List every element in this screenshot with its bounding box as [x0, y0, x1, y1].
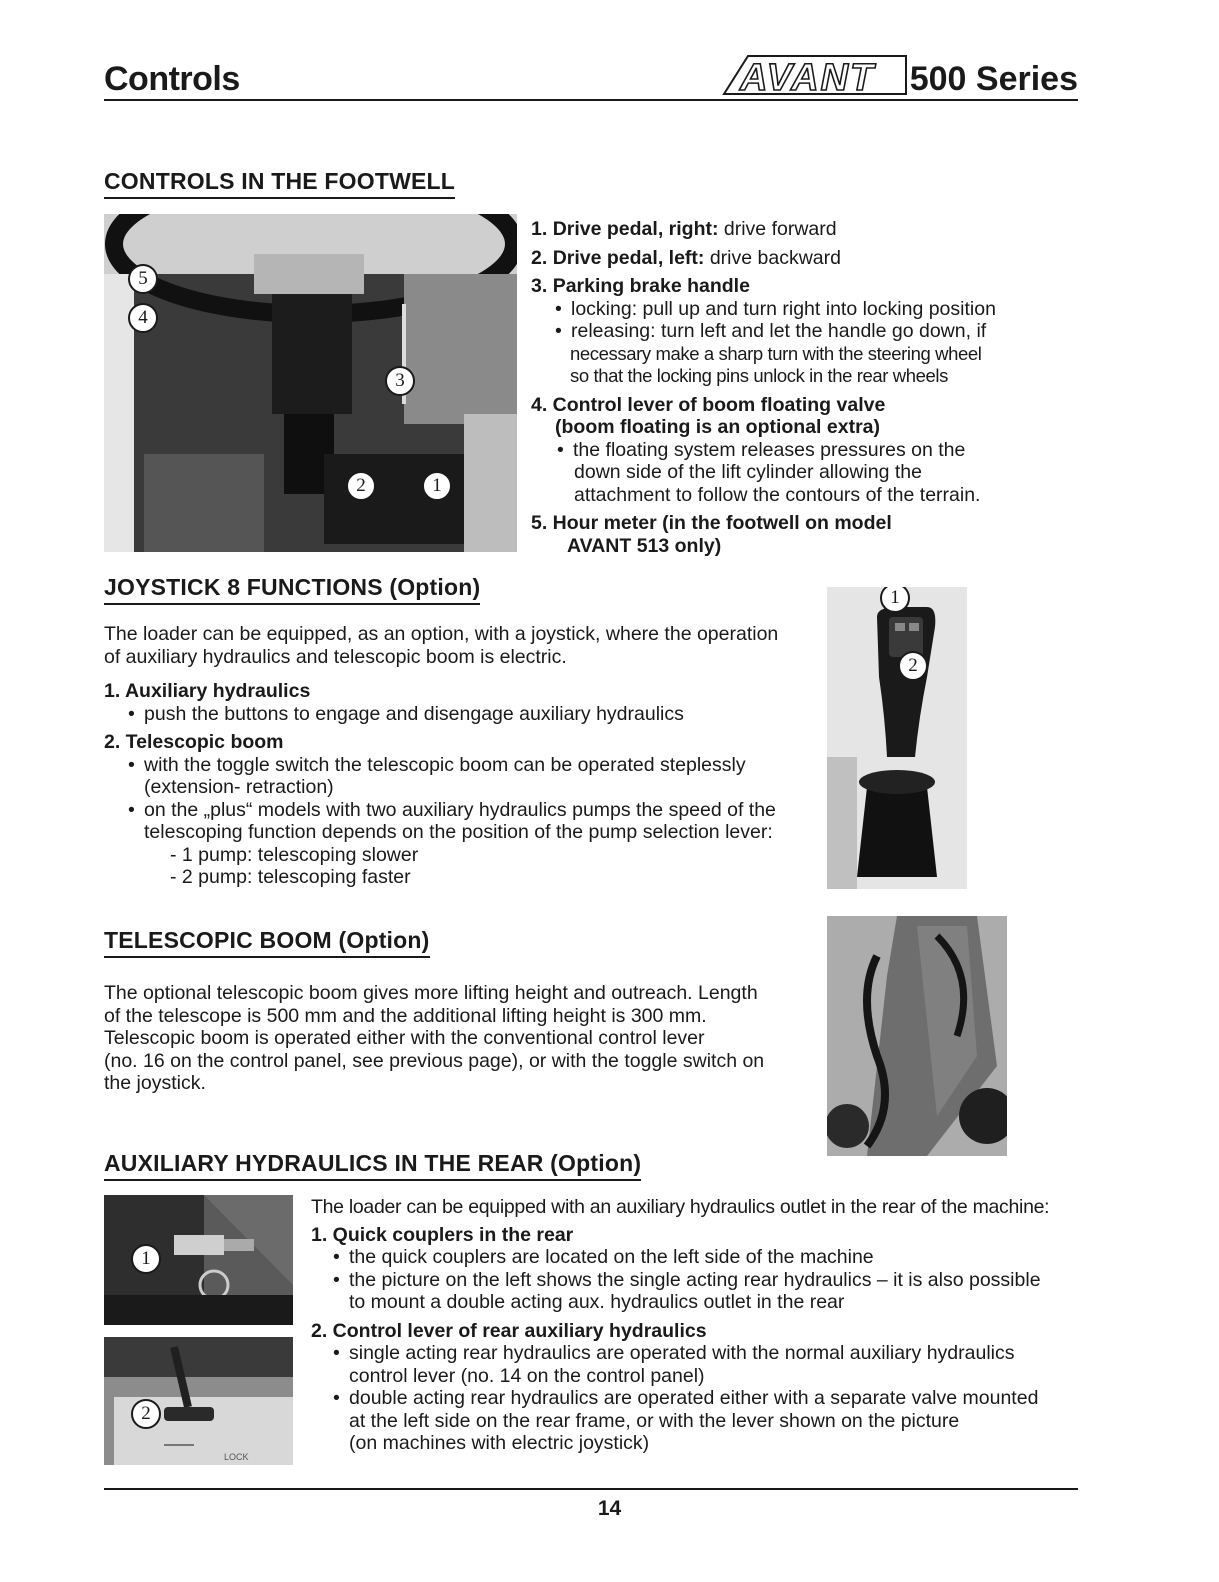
- joystick-item-2-bullet-1: • with the toggle switch the telescopic boom can be operated steplessly: [128, 754, 814, 777]
- rear-lever-photo: [104, 1337, 293, 1465]
- joystick-marker-2: 2: [898, 651, 928, 681]
- telescopic-line-1: The optional telescopic boom gives more lifting height and outreach. Length: [104, 982, 758, 1004]
- rear-item-1-title: 1. Quick couplers in the rear: [311, 1223, 574, 1246]
- footwell-item-4-title: 4. Control lever of boom floating valve: [531, 393, 886, 416]
- rear-item-2-bullet-1: • single acting rear hydraulics are operated with the normal auxiliary hydraulics: [333, 1342, 1091, 1365]
- brake-cont-2: so that the locking pins unlock in the rear wheels: [570, 365, 948, 386]
- rear-intro: The loader can be equipped with an auxiliary hydraulics outlet in the rear of the machine:: [311, 1196, 1050, 1218]
- footwell-item-4-subtitle: (boom floating is an optional extra): [555, 416, 881, 438]
- brake-bullet-1: • locking: pull up and turn right into locking position: [555, 298, 1011, 321]
- brake-bullet-2: • releasing: turn left and let the handle go down, if: [555, 320, 1011, 343]
- footwell-item-5-title: 5. Hour meter (in the footwell on model: [531, 512, 892, 534]
- telescopic-text: [104, 982, 814, 1095]
- item-title: Parking brake handle: [552, 275, 750, 297]
- rear-item-1-bullet-2: • the picture on the left shows the single acting rear hydraulics – it is also possible: [333, 1269, 1091, 1292]
- rear-lever-illustration: [104, 1337, 293, 1465]
- footwell-photo: [104, 214, 517, 552]
- footwell-item-1: [531, 218, 1011, 241]
- telescopic-line-4: (no. 16 on the control panel, see previous page), or with the toggle switch on: [104, 1049, 765, 1072]
- avant-logo-text: AVANT: [740, 57, 876, 96]
- footwell-item-3: [531, 275, 1011, 298]
- item-text: drive forward: [718, 218, 837, 240]
- footwell-heading: CONTROLS IN THE FOOTWELL: [104, 168, 455, 199]
- joystick-item-2-bullet-2-cont: telescoping function depends on the position of the pump selection lever:: [144, 821, 773, 843]
- telescopic-line-2: of the telescope is 500 mm and the additional lifting height is 300 mm.: [104, 1004, 707, 1027]
- joystick-item-2-bullet-1-cont: (extension- retraction): [144, 776, 334, 798]
- footer-rule: [104, 1488, 1078, 1490]
- joystick-item-1-bullet: • push the buttons to engage and disengage auxiliary hydraulics: [128, 703, 814, 726]
- item-num: 2.: [531, 246, 548, 269]
- rear-item-1-bullet-2-cont: to mount a double acting aux. hydraulics outlet in the rear: [349, 1291, 845, 1313]
- marker-1: 1: [422, 471, 452, 501]
- footwell-item-2: [531, 247, 1011, 270]
- joystick-item-2-bullet-2: • on the „plus“ models with two auxiliary hydraulics pumps the speed of the: [128, 799, 814, 822]
- pump-option-2: - 2 pump: telescoping faster: [170, 866, 411, 888]
- floating-bullet-1: • the floating system releases pressures on the: [557, 439, 1011, 462]
- page-section-title: Controls: [104, 60, 240, 98]
- rear-item-2-bullet-2-cont-2: (on machines with electric joystick): [349, 1432, 650, 1454]
- telescopic-boom-photo: [827, 916, 1007, 1156]
- rear-item-2-bullet-2: • double acting rear hydraulics are operated either with a separate valve mounted: [333, 1387, 1091, 1410]
- pump-option-1: - 1 pump: telescoping slower: [170, 843, 419, 866]
- joystick-intro-1: The loader can be equipped, as an option, with a joystick, where the operation: [104, 623, 779, 645]
- rear-item-1-bullet-1: • the quick couplers are located on the left side of the machine: [333, 1246, 1091, 1269]
- joystick-item-2-title: 2. Telescopic boom: [104, 731, 284, 753]
- avant-logo: [718, 54, 908, 96]
- footwell-illustration: [104, 214, 517, 552]
- footwell-item-5-subtitle: AVANT 513 only): [567, 534, 722, 557]
- marker-2: 2: [346, 471, 376, 501]
- rear-hydraulics-text: [311, 1196, 1091, 1455]
- joystick-illustration: [827, 587, 967, 889]
- joystick-text: [104, 623, 814, 889]
- telescopic-illustration: [827, 916, 1007, 1156]
- joystick-item-1-title: 1. Auxiliary hydraulics: [104, 680, 311, 702]
- lock-label: LOCK: [224, 1452, 249, 1462]
- marker-4: 4: [128, 303, 158, 333]
- telescopic-heading: TELESCOPIC BOOM (Option): [104, 927, 430, 958]
- rear-item-2-title: 2. Control lever of rear auxiliary hydraulics: [311, 1319, 707, 1342]
- rear-item-2-bullet-1-cont: control lever (no. 14 on the control panel): [349, 1364, 705, 1387]
- telescopic-line-3: Telescopic boom is operated either with the conventional control lever: [104, 1027, 705, 1049]
- footwell-item-list: [531, 218, 1011, 557]
- item-title: Drive pedal, left:: [552, 246, 705, 269]
- item-text: drive backward: [704, 246, 841, 269]
- series-label: 500 Series: [909, 60, 1078, 98]
- header-rule: [104, 99, 1078, 101]
- joystick-marker-1: 1: [880, 587, 910, 613]
- joystick-intro-2: of auxiliary hydraulics and telescopic boom is electric.: [104, 645, 567, 668]
- item-title: Drive pedal, right:: [552, 218, 719, 240]
- rear-marker-1: 1: [131, 1244, 161, 1274]
- floating-cont-2: attachment to follow the contours of the terrain.: [574, 483, 981, 506]
- rear-couplers-photo: [104, 1195, 293, 1325]
- item-num: 3.: [531, 275, 548, 297]
- marker-3: 3: [385, 366, 415, 396]
- floating-cont-1: down side of the lift cylinder allowing the: [574, 461, 922, 483]
- telescopic-line-5: the joystick.: [104, 1072, 206, 1094]
- item-num: 1.: [531, 218, 548, 240]
- joystick-heading: JOYSTICK 8 FUNCTIONS (Option): [104, 574, 480, 605]
- rear-marker-2: 2: [131, 1399, 161, 1429]
- joystick-photo: [827, 587, 967, 889]
- rear-item-2-bullet-2-cont-1: at the left side on the rear frame, or with the lever shown on the picture: [349, 1409, 960, 1432]
- marker-5: 5: [128, 264, 158, 294]
- page-number: 14: [597, 1497, 622, 1520]
- rear-hydraulics-heading: AUXILIARY HYDRAULICS IN THE REAR (Option): [104, 1150, 641, 1181]
- brake-cont-1: necessary make a sharp turn with the steering wheel: [570, 342, 982, 364]
